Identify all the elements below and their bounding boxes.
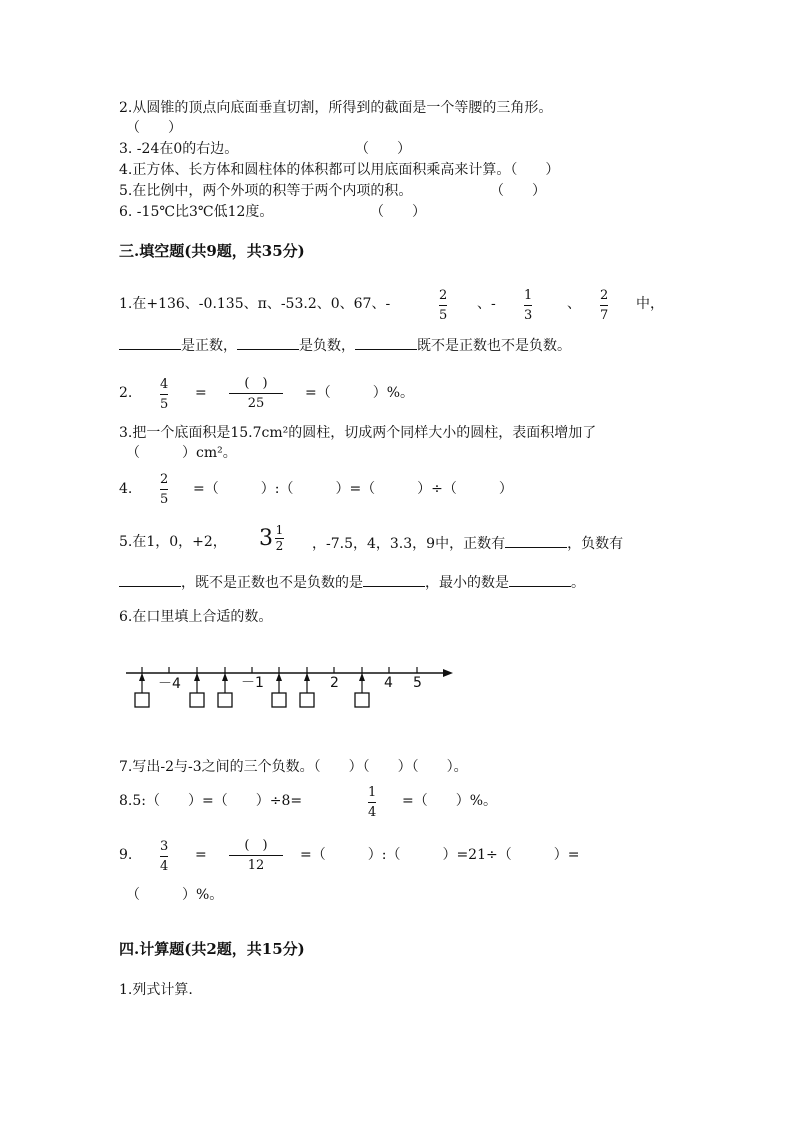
fill-q6-text: 6.在口里填上合适的数。 xyxy=(119,609,273,625)
fraction-denominator: 5 xyxy=(160,492,169,507)
fraction-denominator: 7 xyxy=(600,308,609,323)
label-neg1: －1 xyxy=(241,675,264,691)
answer-blank[interactable] xyxy=(237,335,299,350)
fill-q5-end1: ，负数有 xyxy=(567,536,624,552)
fraction-bar xyxy=(229,393,283,394)
fraction-denominator: 12 xyxy=(247,858,265,873)
label-2: 2 xyxy=(330,675,339,691)
fraction-1-3 xyxy=(524,288,532,323)
answer-blank[interactable] xyxy=(119,335,181,350)
fill-q1-suffix: 中， xyxy=(636,296,664,312)
fill-q9-line2: （ ）%。 xyxy=(126,887,224,903)
fill-q1-line2 xyxy=(119,335,571,355)
pointer-arrow-icon xyxy=(139,673,145,681)
fraction-numerator: ( ) xyxy=(244,376,268,391)
mixed-fraction xyxy=(275,524,284,553)
fraction-denominator: 2 xyxy=(275,539,284,553)
judge-q6-paren-text: （ ） xyxy=(370,204,426,220)
fraction-2-7 xyxy=(600,288,608,323)
fraction-numerator: 2 xyxy=(439,288,448,303)
fraction-1-4 xyxy=(368,785,376,820)
judge-q2-text: 2.从圆锥的顶点向底面垂直切割，所得到的截面是一个等腰的三角形。 xyxy=(119,100,553,116)
fill-q9-tail: =（ ）:（ ）=21÷（ ）= xyxy=(300,847,580,863)
fraction-numerator: 4 xyxy=(160,377,169,392)
number-line xyxy=(118,655,463,715)
fraction-denominator: 5 xyxy=(439,308,448,323)
answer-box[interactable] xyxy=(355,693,369,707)
judge-q3 xyxy=(119,140,238,158)
fraction-numerator: 3 xyxy=(160,839,169,854)
label-neg4: －4 xyxy=(158,676,181,692)
judge-q4 xyxy=(119,161,559,179)
fraction-bar xyxy=(524,305,532,306)
answer-box[interactable] xyxy=(135,693,149,707)
answer-box[interactable] xyxy=(190,693,204,707)
fill-q4-tail: =（ ）:（ ）=（ ）÷（ ） xyxy=(193,481,513,497)
fill-q5-prefix: 5.在1，0，+2， xyxy=(119,534,227,550)
fraction-2-5 xyxy=(439,288,447,323)
fraction-numerator: ( ) xyxy=(244,838,268,853)
judge-q3-paren[interactable] xyxy=(355,140,411,158)
fill-q5-line2a: ，既不是正数也不是负数的是 xyxy=(181,575,363,591)
fraction-4-5 xyxy=(160,377,168,412)
fill-q8-text: 8.5:（ ）=（ ）÷8= xyxy=(119,793,303,809)
fraction-bar xyxy=(160,856,168,857)
fraction-bar xyxy=(229,855,283,856)
fill-q5-line2b: ，最小的数是 xyxy=(425,575,509,591)
fill-q8-tail: =（ ）%。 xyxy=(402,793,498,809)
section4-title: 四.计算题(共2题，共15分) xyxy=(119,940,305,958)
fraction-blank-12[interactable] xyxy=(229,838,283,873)
answer-box[interactable] xyxy=(218,693,232,707)
fill-q3-line2: （ ）cm²。 xyxy=(126,445,237,461)
judge-q6-paren[interactable] xyxy=(370,203,426,221)
fraction-bar xyxy=(160,394,168,395)
number-line-ticks xyxy=(142,667,417,673)
label-4: 4 xyxy=(384,675,393,691)
judge-q5-paren-text: （ ） xyxy=(490,183,546,199)
fill-q5-mid: ，-7.5，4，3.3，9中，正数有 xyxy=(312,536,506,552)
pointer-arrow-icon xyxy=(304,673,310,681)
fill-q1-line2c: 既不是正数也不是负数。 xyxy=(417,338,571,354)
answer-blank[interactable] xyxy=(505,533,567,548)
judge-q3-paren-text: （ ） xyxy=(355,141,411,157)
fraction-denominator: 3 xyxy=(524,308,533,323)
fill-q2-tail: =（ ）%。 xyxy=(305,385,415,401)
pointer-arrow-icon xyxy=(359,673,365,681)
answer-box[interactable] xyxy=(300,693,314,707)
fraction-3-4 xyxy=(160,839,168,874)
fraction-2-5-q4 xyxy=(160,472,168,507)
judge-q6 xyxy=(119,203,273,221)
number-line-arrowhead xyxy=(443,669,453,677)
fraction-numerator: 1 xyxy=(524,288,533,303)
fraction-numerator: 1 xyxy=(275,523,284,537)
label-5: 5 xyxy=(413,675,422,691)
fill-q3-line1: 3.把一个底面积是15.7cm²的圆柱，切成两个同样大小的圆柱，表面积增加了 xyxy=(119,425,597,441)
answer-blank[interactable] xyxy=(363,572,425,587)
fraction-numerator: 2 xyxy=(160,472,169,487)
fill-q1-sep1: 、- xyxy=(477,296,496,312)
answer-blank[interactable] xyxy=(119,572,181,587)
judge-q6-text: 6. -15℃比3℃低12度。 xyxy=(119,204,274,220)
fraction-bar xyxy=(368,802,376,803)
pointer-arrow-icon xyxy=(222,673,228,681)
mixed-number-3-1-2 xyxy=(259,524,284,553)
judge-q5-paren[interactable] xyxy=(490,182,546,200)
judge-q3-text: 3. -24在0的右边。 xyxy=(119,141,239,157)
fraction-bar xyxy=(160,489,168,490)
fraction-denominator: 4 xyxy=(368,805,377,820)
fraction-numerator: 2 xyxy=(600,288,609,303)
fraction-denominator: 5 xyxy=(160,397,169,412)
fill-q9-eq: = xyxy=(195,847,207,863)
judge-q5 xyxy=(119,182,412,200)
pointer-arrow-icon xyxy=(276,673,282,681)
fraction-numerator: 1 xyxy=(368,785,377,800)
answer-box[interactable] xyxy=(272,693,286,707)
mixed-whole: 3 xyxy=(259,525,273,551)
pointer-arrow-icon xyxy=(194,673,200,681)
judge-q2-paren-text: （ ） xyxy=(126,120,182,136)
judge-q2-paren[interactable] xyxy=(126,119,182,137)
fill-q1-sep2: 、 xyxy=(567,296,581,312)
fill-q5-line2 xyxy=(119,572,585,592)
fill-q4-label: 4. xyxy=(119,481,133,497)
fill-q1-line2a: 是正数， xyxy=(181,338,237,354)
fill-q5-line1 xyxy=(312,533,623,553)
fill-q9-label: 9. xyxy=(119,847,133,863)
judge-q4-text: 4.正方体、长方体和圆柱体的体积都可以用底面积乘高来计算。（ ） xyxy=(119,162,560,178)
fill-q5-line2c: 。 xyxy=(571,575,585,591)
number-line-answer-boxes[interactable] xyxy=(135,693,369,707)
calc-q1: 1.列式计算. xyxy=(119,982,193,998)
fill-q1-line2b: 是负数， xyxy=(299,338,355,354)
judge-q2 xyxy=(119,99,552,117)
fill-q7-text: 7.写出-2与-3之间的三个负数。（ ）（ ）（ ）。 xyxy=(119,759,468,775)
fraction-bar xyxy=(600,305,608,306)
judge-q5-text: 5.在比例中，两个外项的积等于两个内项的积。 xyxy=(119,183,413,199)
fraction-blank-25[interactable] xyxy=(229,376,283,411)
fill-q1-prefix: 1.在+136、-0.135、π、-53.2、0、67、- xyxy=(119,296,391,312)
fraction-denominator: 4 xyxy=(160,859,169,874)
fraction-denominator: 25 xyxy=(247,396,265,411)
answer-blank[interactable] xyxy=(509,572,571,587)
fill-q2-label: 2. xyxy=(119,385,133,401)
fill-q2-eq: = xyxy=(195,385,207,401)
answer-blank[interactable] xyxy=(355,335,417,350)
section3-title: 三.填空题(共9题，共35分) xyxy=(119,242,305,260)
fraction-bar xyxy=(439,305,447,306)
